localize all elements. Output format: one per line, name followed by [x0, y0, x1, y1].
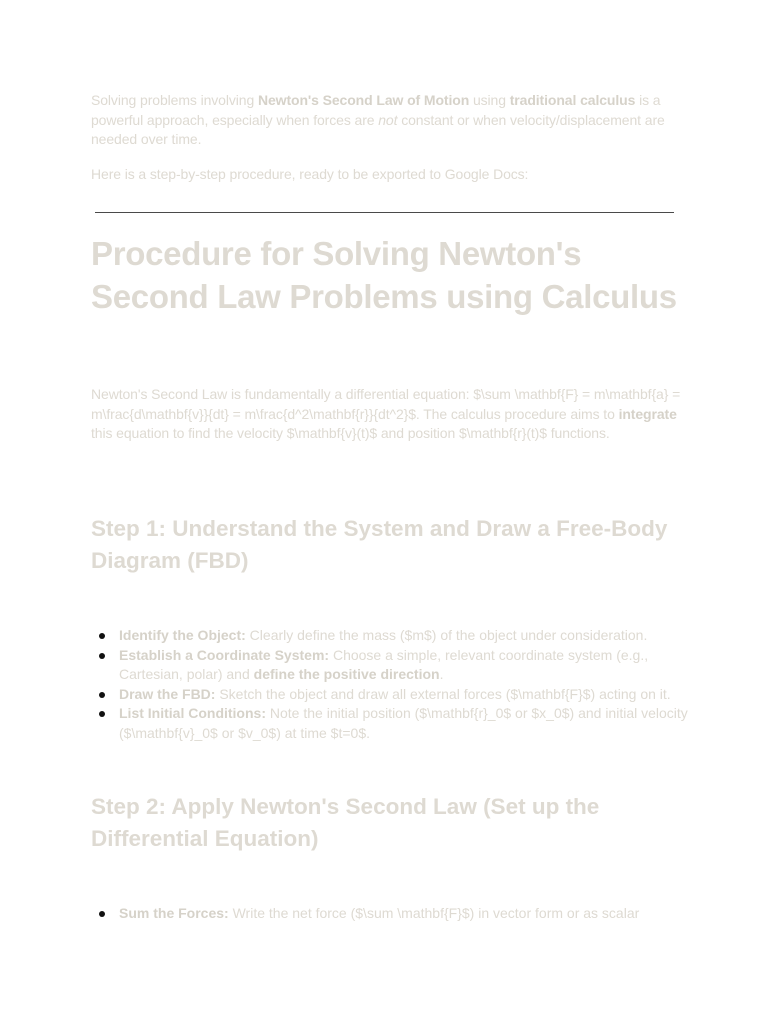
list-item [91, 646, 691, 685]
list-item-label: Draw the FBD: [119, 685, 216, 702]
list-item-label: Sum the Forces: [119, 905, 229, 921]
list-item [91, 904, 691, 924]
list-item-text: Choose a simple, relevant coordinate system (e.g., Cartesian, polar) and [119, 646, 649, 682]
intro-text: using [469, 92, 510, 108]
step2-list [91, 904, 691, 924]
list-item [91, 626, 691, 646]
bullet-icon [99, 711, 105, 717]
bullet-icon [99, 692, 105, 698]
intro-text: is a powerful approach, especially when forces are [91, 92, 661, 128]
intro-text: Solving problems involving [91, 92, 258, 108]
overview-bold-integrate: integrate [618, 405, 677, 422]
intro-export-note: Here is a step-by-step procedure, ready to be exported to Google Docs: [91, 166, 529, 182]
list-item-text: . [439, 666, 444, 682]
list-item-bold: define the positive direction [253, 666, 440, 682]
intro-text: constant or when velocity/displacement are needed over time. [91, 111, 665, 147]
bullet-icon [99, 911, 105, 917]
intro-paragraph [91, 91, 681, 150]
list-item-text: Sketch the object and draw all external forces ($\mathbf{F}$) acting on it. [215, 685, 671, 702]
step1-heading: Step 1: Understand the System and Draw a Free-Body Diagram (FBD) [91, 516, 668, 573]
page-title: Procedure for Solving Newton's Second Law Problems using Calculus [91, 235, 677, 315]
intro-bold-calculus: traditional calculus [509, 92, 636, 108]
bullet-icon [99, 633, 105, 639]
list-item-text: Note the initial position ($\mathbf{r}_0$ or $x_0$) and initial velocity ($\mathbf{v}_0$ or $v_0$) at time $t=0$. [119, 705, 688, 741]
step1-list [91, 626, 691, 743]
list-item-label: List Initial Conditions: [119, 705, 266, 721]
list-item-text: Write the net force ($\sum \mathbf{F}$) in vector form or as scalar [228, 905, 640, 921]
list-item-text: Clearly define the mass ($m$) of the object under consideration. [245, 627, 648, 643]
list-item-label: Establish a Coordinate System: [119, 646, 330, 663]
horizontal-divider [95, 212, 674, 213]
intro-italic-not: not [378, 111, 398, 128]
bullet-icon [99, 653, 105, 659]
overview-text: this equation to find the velocity $\mathbf{v}(t)$ and position $\mathbf{r}(t)$ functions. [91, 425, 610, 441]
overview-text: Newton's Second Law is fundamentally a differential equation: $\sum \mathbf{F} = m\mathbf{a} = m\frac{d\mathbf{v}}{dt} = m\frac{d^2\mathbf{r}}{dt^2}$. The calculus procedure aims to [91, 386, 681, 422]
list-item [91, 685, 691, 705]
list-item-label: Identify the Object: [119, 627, 246, 643]
overview-paragraph [91, 385, 681, 444]
step2-heading: Step 2: Apply Newton's Second Law (Set up the Differential Equation) [91, 794, 600, 851]
list-item [91, 704, 691, 743]
intro-bold-newton: Newton's Second Law of Motion [257, 92, 470, 108]
